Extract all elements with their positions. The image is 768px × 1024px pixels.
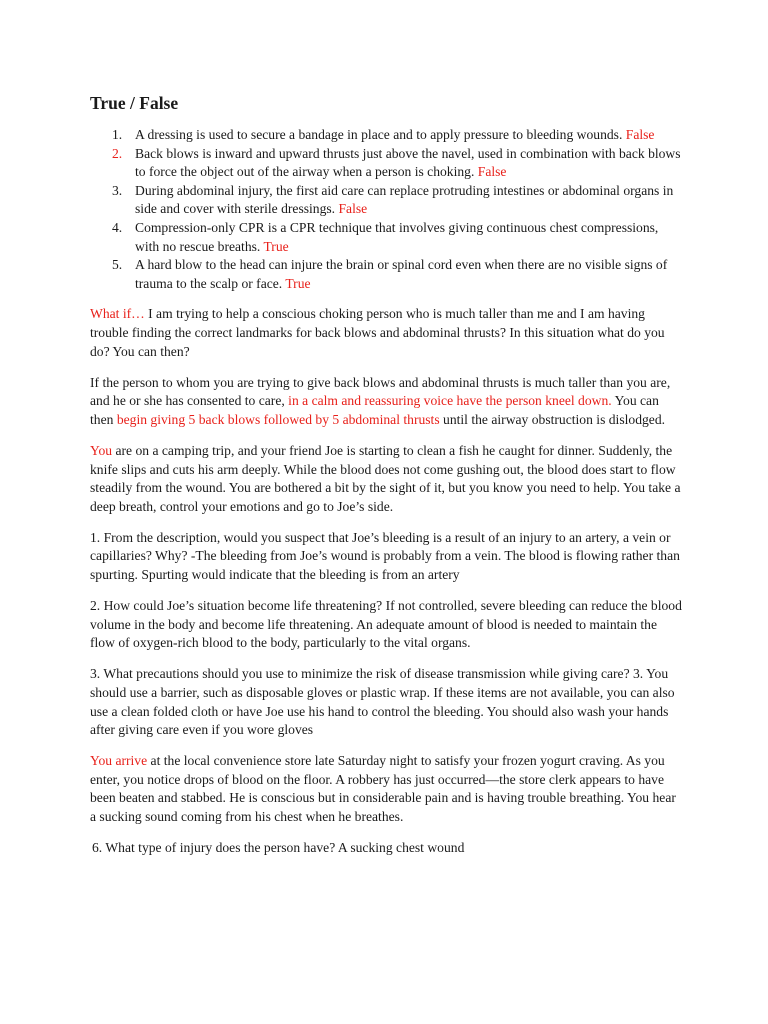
answer-paragraph [90,374,682,430]
scenario-camping-lead: You [90,442,113,458]
item-answer: False [338,201,368,217]
item-text: Back blows is inward and upward thrusts just above the navel, used in combination with back blows to force the object out of the airway when a person is choking. [135,145,681,180]
scenario-store-paragraph [90,752,682,826]
item-number: 3. [112,182,123,198]
scenario-camping-paragraph [90,442,682,516]
scenario-store-lead: You arrive [90,753,148,769]
what-if-lead: What if… [90,306,145,322]
item-number: 2. [112,145,123,161]
item-number: 1. [112,127,123,142]
what-if-paragraph [90,305,682,361]
list-item [90,256,682,293]
item-text: A hard blow to the head can injure the brain or spinal cord even when there are no visible signs of trauma to the scalp or face. [135,257,668,291]
answer-text-1: If the person to whom you are trying to give back blows and abdominal thrusts is much taller than you are, and he or she has consented to care, [90,374,671,409]
answer-highlight-1: in a calm and reassuring voice have the person kneel down. [288,393,612,409]
item-answer: False [477,164,507,180]
item-answer: True [263,238,289,254]
item-answer: True [285,275,311,291]
scenario-store-text: at the local convenience store late Saturday night to satisfy your frozen yogurt craving. As you enter, you notice drops of blood on the floor. A robbery has just occurred—the store clerk appears to have been beaten and stabbed. He is conscious but in considerable pain and is having trouble breathing. You hear a sucking sound coming from his chest when he breathes. [90,753,676,824]
section-heading: True / False [90,93,179,113]
question-2-paragraph: 2. How could Joe’s situation become life threatening? If not controlled, severe bleeding can reduce the blood volume in the body and become life threatening. An adequate amount of blood is needed to maintain the flow of oxygen-rich blood to the body, particularly to the vital organs. [90,598,682,651]
question-3-paragraph: 3. What precautions should you use to minimize the risk of disease transmission while giving care? 3. You should use a barrier, such as disposable gloves or plastic wrap. If these items are not available, you can also use a clean folded cloth or have Joe use his hand to control the bleeding. You should also wash your hands after giving care even if you wore gloves [90,666,675,738]
list-item [90,219,682,256]
list-item [90,126,682,145]
true-false-list [90,126,682,293]
question-1-paragraph: 1. From the description, would you suspect that Joe’s bleeding is a result of an injury to an artery, a vein or capillaries? Why? -The bleeding from Joe’s wound is probably from a vein. The blood is flowing rather than spurting. Spurting would indicate that the bleeding is from an artery [90,529,680,582]
question-6-paragraph: 6. What type of injury does the person have? A sucking chest wound [92,840,465,856]
list-item [90,182,682,219]
item-text: Compression-only CPR is a CPR technique that involves giving continuous chest compressions, with no rescue breaths. [135,219,659,254]
item-number: 5. [112,257,123,273]
list-item [90,145,682,182]
item-answer: False [625,127,655,142]
item-text: A dressing is used to secure a bandage in place and to apply pressure to bleeding wounds. [135,127,626,142]
answer-highlight-2: begin giving 5 back blows followed by 5 abdominal thrusts [116,411,440,427]
answer-text-3: until the airway obstruction is dislodged. [439,411,666,427]
what-if-text: I am trying to help a conscious choking person who is much taller than me and I am having trouble finding the correct landmarks for back blows and abdominal thrusts? In this situation what do you do? You can then? [90,306,665,359]
scenario-camping-text: are on a camping trip, and your friend Joe is starting to clean a fish he caught for dinner. Suddenly, the knife slips and cuts his arm deeply. While the blood does not come gushing out, the blood does start to flow steadily from the wound. You are bothered a bit by the sight of it, but you know you need to help. You take a deep breath, control your emotions and go to Joe’s side. [90,442,681,514]
item-number: 4. [112,219,123,235]
answer-text-2: You can then [90,393,659,427]
document-page [90,92,682,870]
item-text: During abdominal injury, the first aid care can replace protruding intestines or abdominal organs in side and cover with sterile dressings. [135,182,674,217]
